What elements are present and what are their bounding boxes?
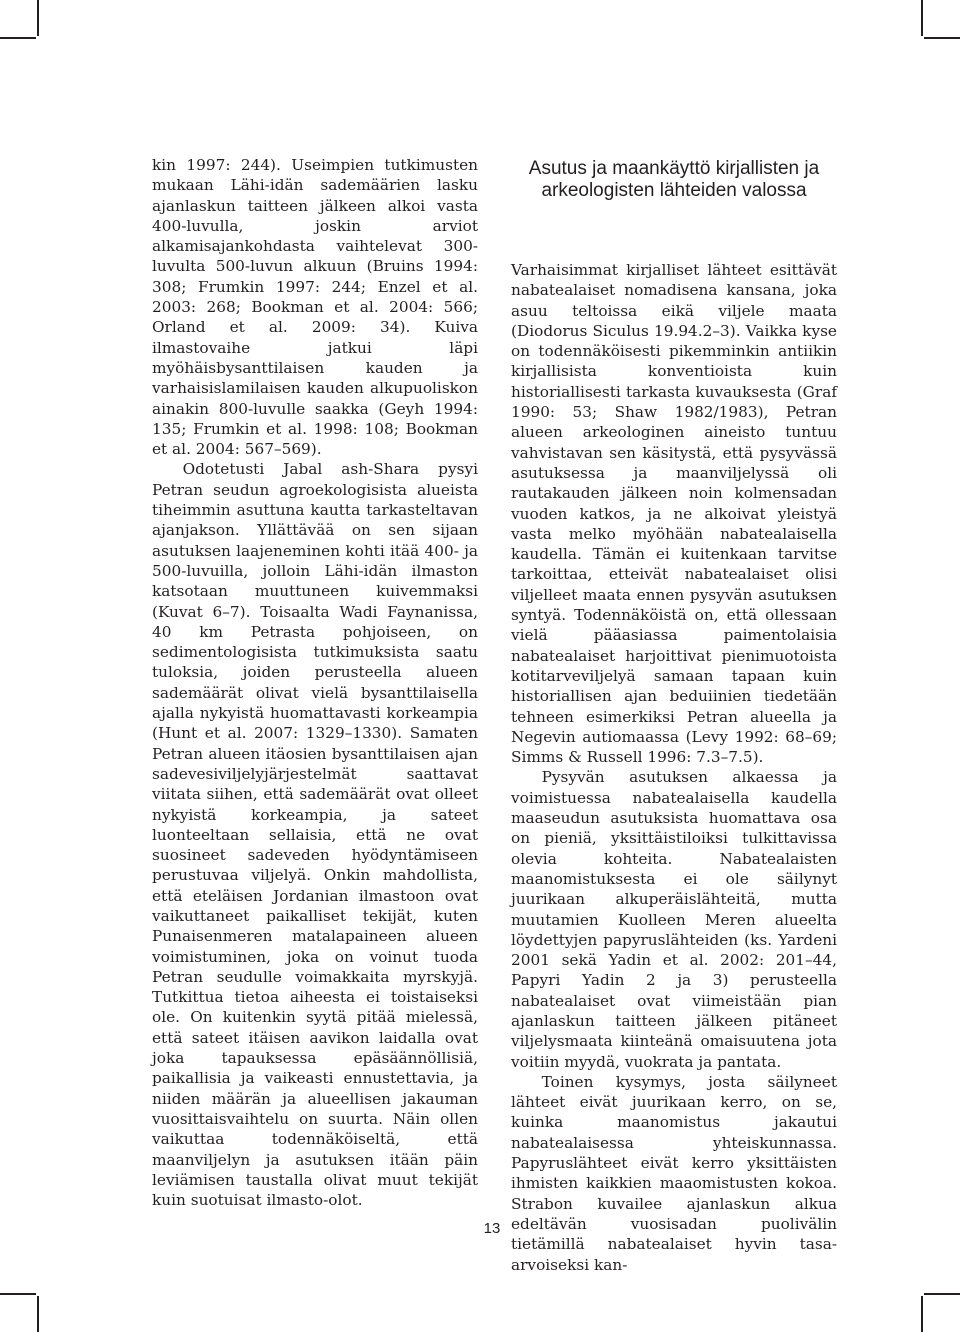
page-number: 13: [483, 1220, 501, 1237]
crop-mark-bottom-left-vertical: [37, 1296, 39, 1332]
crop-mark-bottom-left-horizontal: [0, 1293, 36, 1295]
body-paragraph: Odotetusti Jabal ash-Shara pysyi Petran seudun agroekologisista alueista tiheimmin asuttuna kautta tarkasteltavan ajanjakson. Yllättävää on sen sijaan asutuksen laajeneminen kohti itää 400- ja 500-luvuilla, jolloin Lähi-idän ilmaston katsotaan muuttuneen kuivemmaksi (Kuvat 6–7). Toisaalta Wadi Faynanissa, 40 km Petrasta pohjoiseen, on sedimentologisista tutkimuksista saatu tuloksia, joiden perusteella alueen sademäärät olivat vielä bysanttilaisella ajalla nykyistä huomattavasti korkeampia (Hunt et al. 2007: 1329–1330). Samaten Petran alueen itäosien bysanttilaisen ajan sadevesiviljelyjärjestelmät saattavat viitata siihen, että sademäärät ovat olleet nykyistä korkeampia, ja sateet luonteeltaan sellaisia, että ne ovat suosineet sadeveden hyödyntämiseen perustuvaa viljelyä. Onkin mahdollista, että eteläisen Jordanian ilmastoon ovat vaikuttaneet paikalliset tekijät, kuten Punaisenmeren matalapaineen alueen voimistuminen, joka on voinut tuoda Petran seudulle voimakkaita myrskyjä. Tutkittua tietoa aiheesta ei toistaiseksi ole. On kuitenkin syytä pitää mielessä, että sateet itäisen aavikon laidalla ovat joka tapauksessa epäsäännöllisiä, paikallisia ja vaikeasti ennustettavia, ja niiden määrän ja alueellisen jakauman vuosittaisvaihtelu on suurta. Näin ollen vaikuttaa todennäköiseltä, että maanviljelyn ja asutuksen itään päin leviämisen taustalla olivat muut tekijät kuin suotuisat ilmasto-olot.: [152, 460, 478, 1210]
crop-mark-bottom-right-horizontal: [924, 1293, 960, 1295]
crop-mark-top-left-vertical: [37, 0, 39, 36]
left-column: [152, 155, 478, 1210]
crop-mark-top-right-horizontal: [924, 37, 960, 39]
body-paragraph: Varhaisimmat kirjalliset lähteet esittävät nabatealaiset nomadisena kansana, joka asuu teltoissa eikä viljele maata (Diodorus Siculus 19.94.2–3). Vaikka kyse on todennäköisesti pikemminkin antiikin kirjallisista konventioista kuin historiallisesti tarkasta kuvauksesta (Graf 1990: 53; Shaw 1982/1983), Petran alueen arkeologinen aineisto tuntuu vahvistavan sen käsitystä, että pysyvässä asutuksessa ja maanviljelyssä oli rautakauden jälkeen noin kolmensadan vuoden katkos, ja ne alkoivat yleistyä vasta melko myöhään nabatealaisella kaudella. Tämän ei kuitenkaan tarvitse tarkoittaa, etteivät nabatealaiset olisi viljelleet maata ennen pysyvän asutuksen syntyä. Todennäköistä on, että ollessaan vielä pääasiassa paimentolaisia nabatealaiset harjoittivat pienimuotoista kotitarveviljelyä samaan tapaan kuin historiallisen ajan beduiinien tiedetään tehneen esimerkiksi Petran alueella ja Negevin autiomaassa (Levy 1992: 68–69; Simms & Russell 1996: 7.3–7.5).: [511, 261, 837, 767]
crop-mark-bottom-right-vertical: [921, 1296, 923, 1332]
right-column: [511, 260, 837, 1275]
body-paragraph: Pysyvän asutuksen alkaessa ja voimistuessa nabatealaisella kaudella maaseudun asutuksista huomattava osa on pieniä, yksittäistiloiksi tulkittavissa olevia kohteita. Nabatealaisten maanomistuksesta ei ole säilynyt juurikaan alkuperäislähteitä, mutta muutamien Kuolleen Meren alueelta löydettyjen papyruslähteiden (ks. Yardeni 2001 sekä Yadin et al. 2002: 201–44, Papyri Yadin 2 ja 3) perusteella nabatealaiset ovat viimeistään pian ajanlaskun taitteen jälkeen pitäneet viljelysmaata kiinteänä omaisuutena jota voitiin myydä, vuokrata ja pantata.: [511, 768, 837, 1071]
crop-mark-top-left-horizontal: [0, 37, 36, 39]
crop-mark-top-right-vertical: [921, 0, 923, 36]
body-paragraph: kin 1997: 244). Useimpien tutkimusten mukaan Lähi-idän sademäärien lasku ajanlaskun taitteen jälkeen alkoi vasta 400-luvulla, joskin arviot alkamisajankohdasta vaihtelevat 300-luvulta 500-luvun alkuun (Bruins 1994: 308; Frumkin 1997: 244; Enzel et al. 2003: 268; Bookman et al. 2004: 566; Orland et al. 2009: 34). Kuiva ilmastovaihe jatkui läpi myöhäisbysanttilaisen kauden ja varhaisislamilaisen kauden alkupuoliskon ainakin 800-luvulle saakka (Geyh 1994: 135; Frumkin et al. 1998: 108; Bookman et al. 2004: 567–569).: [152, 156, 478, 459]
section-heading: Asutus ja maankäyttö kirjallisten ja arkeologisten lähteiden valossa: [528, 158, 820, 201]
body-paragraph: Toinen kysymys, josta säilyneet lähteet eivät juurikaan kerro, on se, kuinka maanomistus jakautui nabatealaisessa yhteiskunnassa. Papyruslähteet eivät kerro yksittäisten ihmisten kaikkien maaomistusten kokoa. Strabon kuvailee ajanlaskun alkua edeltävän vuosisadan puolivälin tietämillä nabatealaiset hyvin tasa-arvoiseksi kan-: [511, 1072, 837, 1274]
